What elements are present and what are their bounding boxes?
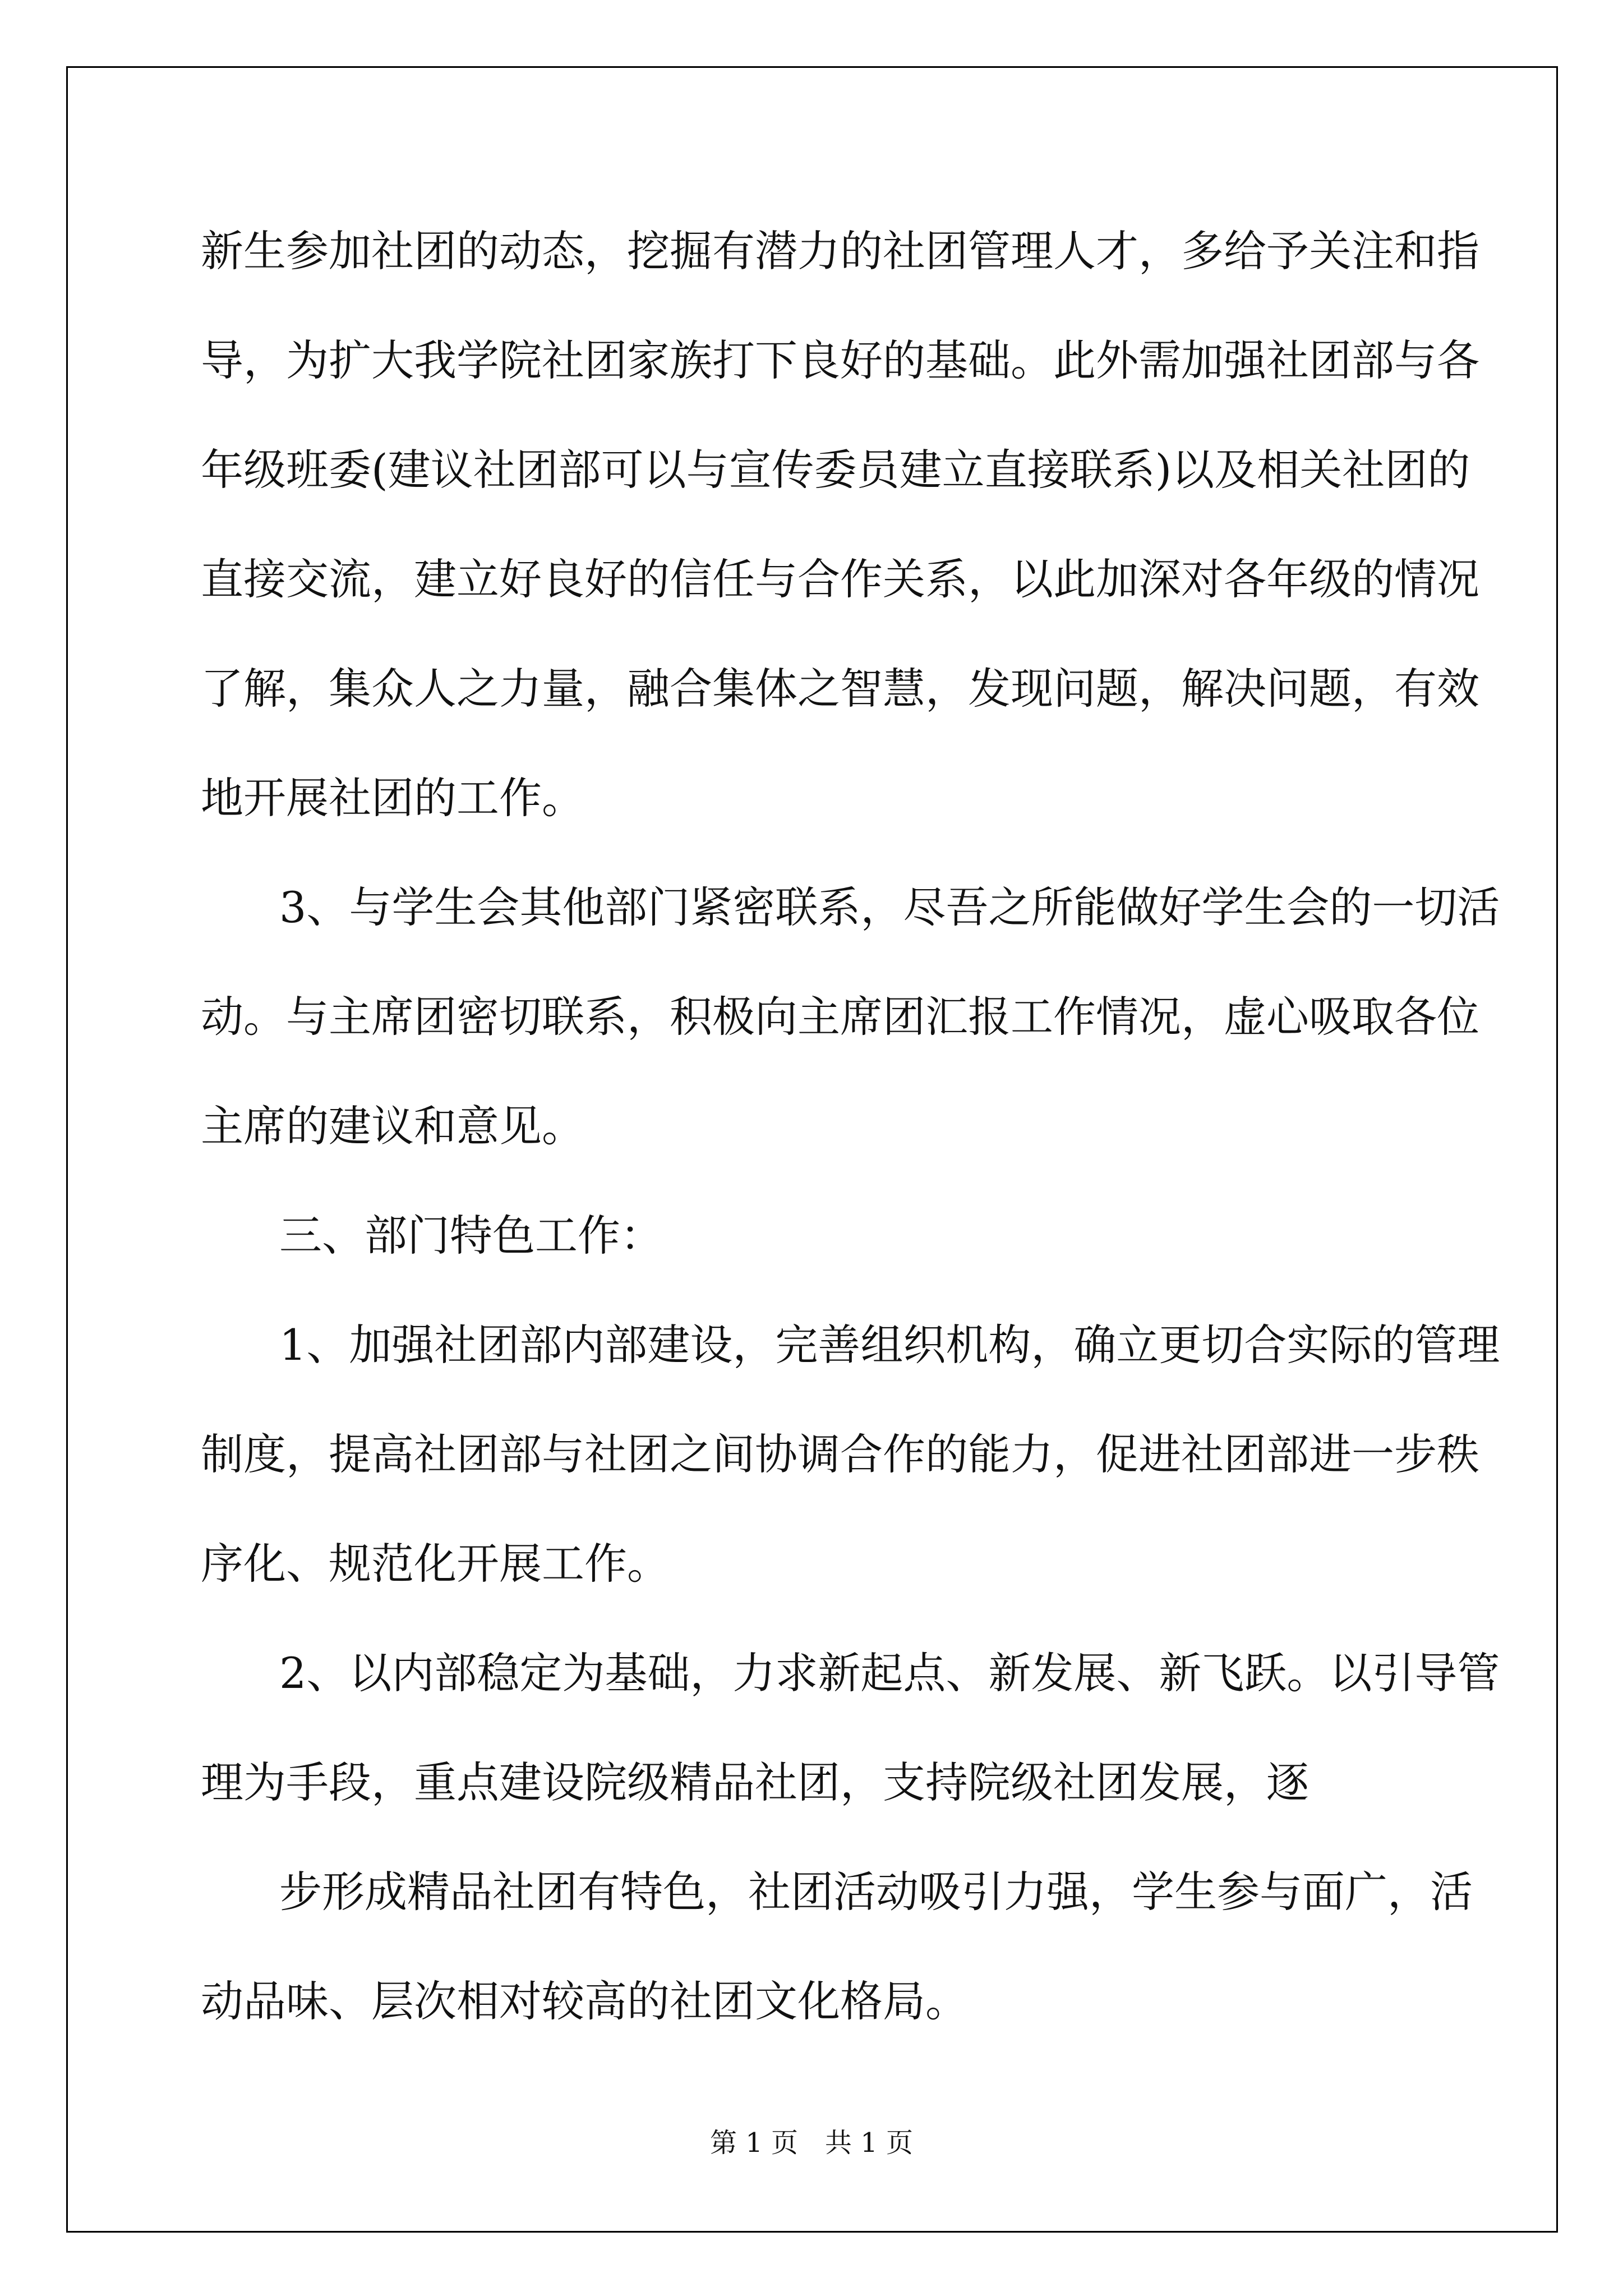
text-line: 导，为扩大我学院社团家族打下良好的基础。此外需加强社团部与各 (201, 335, 1479, 385)
text-line: 制度，提高社团部与社团之间协调合作的能力，促进社团部进一步秩 (201, 1429, 1479, 1479)
text-line: 了解，集众人之力量，融合集体之智慧，发现问题，解决问题，有效 (201, 664, 1479, 714)
text-line: 新生参加社团的动态，挖掘有潜力的社团管理人才，多给予关注和指 (201, 226, 1479, 276)
text-line: 理为手段，重点建设院级精品社团，支持院级社团发展，逐 (201, 1757, 1309, 1807)
text-line: 直接交流，建立好良好的信任与合作关系，以此加深对各年级的情况 (201, 554, 1479, 604)
text-line: 1、加强社团部内部建设，完善组织机构，确立更切合实际的管理 (279, 1320, 1500, 1370)
section-heading: 三、部门特色工作： (279, 1211, 663, 1260)
text-line: 3、与学生会其他部门紧密联系，尽吾之所能做好学生会的一切活 (279, 882, 1500, 932)
text-line: 地开展社团的工作。 (201, 773, 584, 823)
text-line: 动品味、层次相对较高的社团文化格局。 (201, 1976, 968, 2026)
text-line: 2、以内部稳定为基础，力求新起点、新发展、新飞跃。以引导管 (279, 1648, 1500, 1698)
page-number-footer: 第 1 页 共 1 页 (709, 2127, 914, 2159)
text-line: 年级班委(建议社团部可以与宣传委员建立直接联系)以及相关社团的 (201, 445, 1470, 495)
text-line: 动。与主席团密切联系，积极向主席团汇报工作情况，虚心吸取各位 (201, 992, 1479, 1042)
text-line: 序化、规范化开展工作。 (201, 1539, 670, 1589)
text-line: 步形成精品社团有特色，社团活动吸引力强，学生参与面广，活 (279, 1867, 1473, 1917)
text-line: 主席的建议和意见。 (201, 1101, 584, 1151)
